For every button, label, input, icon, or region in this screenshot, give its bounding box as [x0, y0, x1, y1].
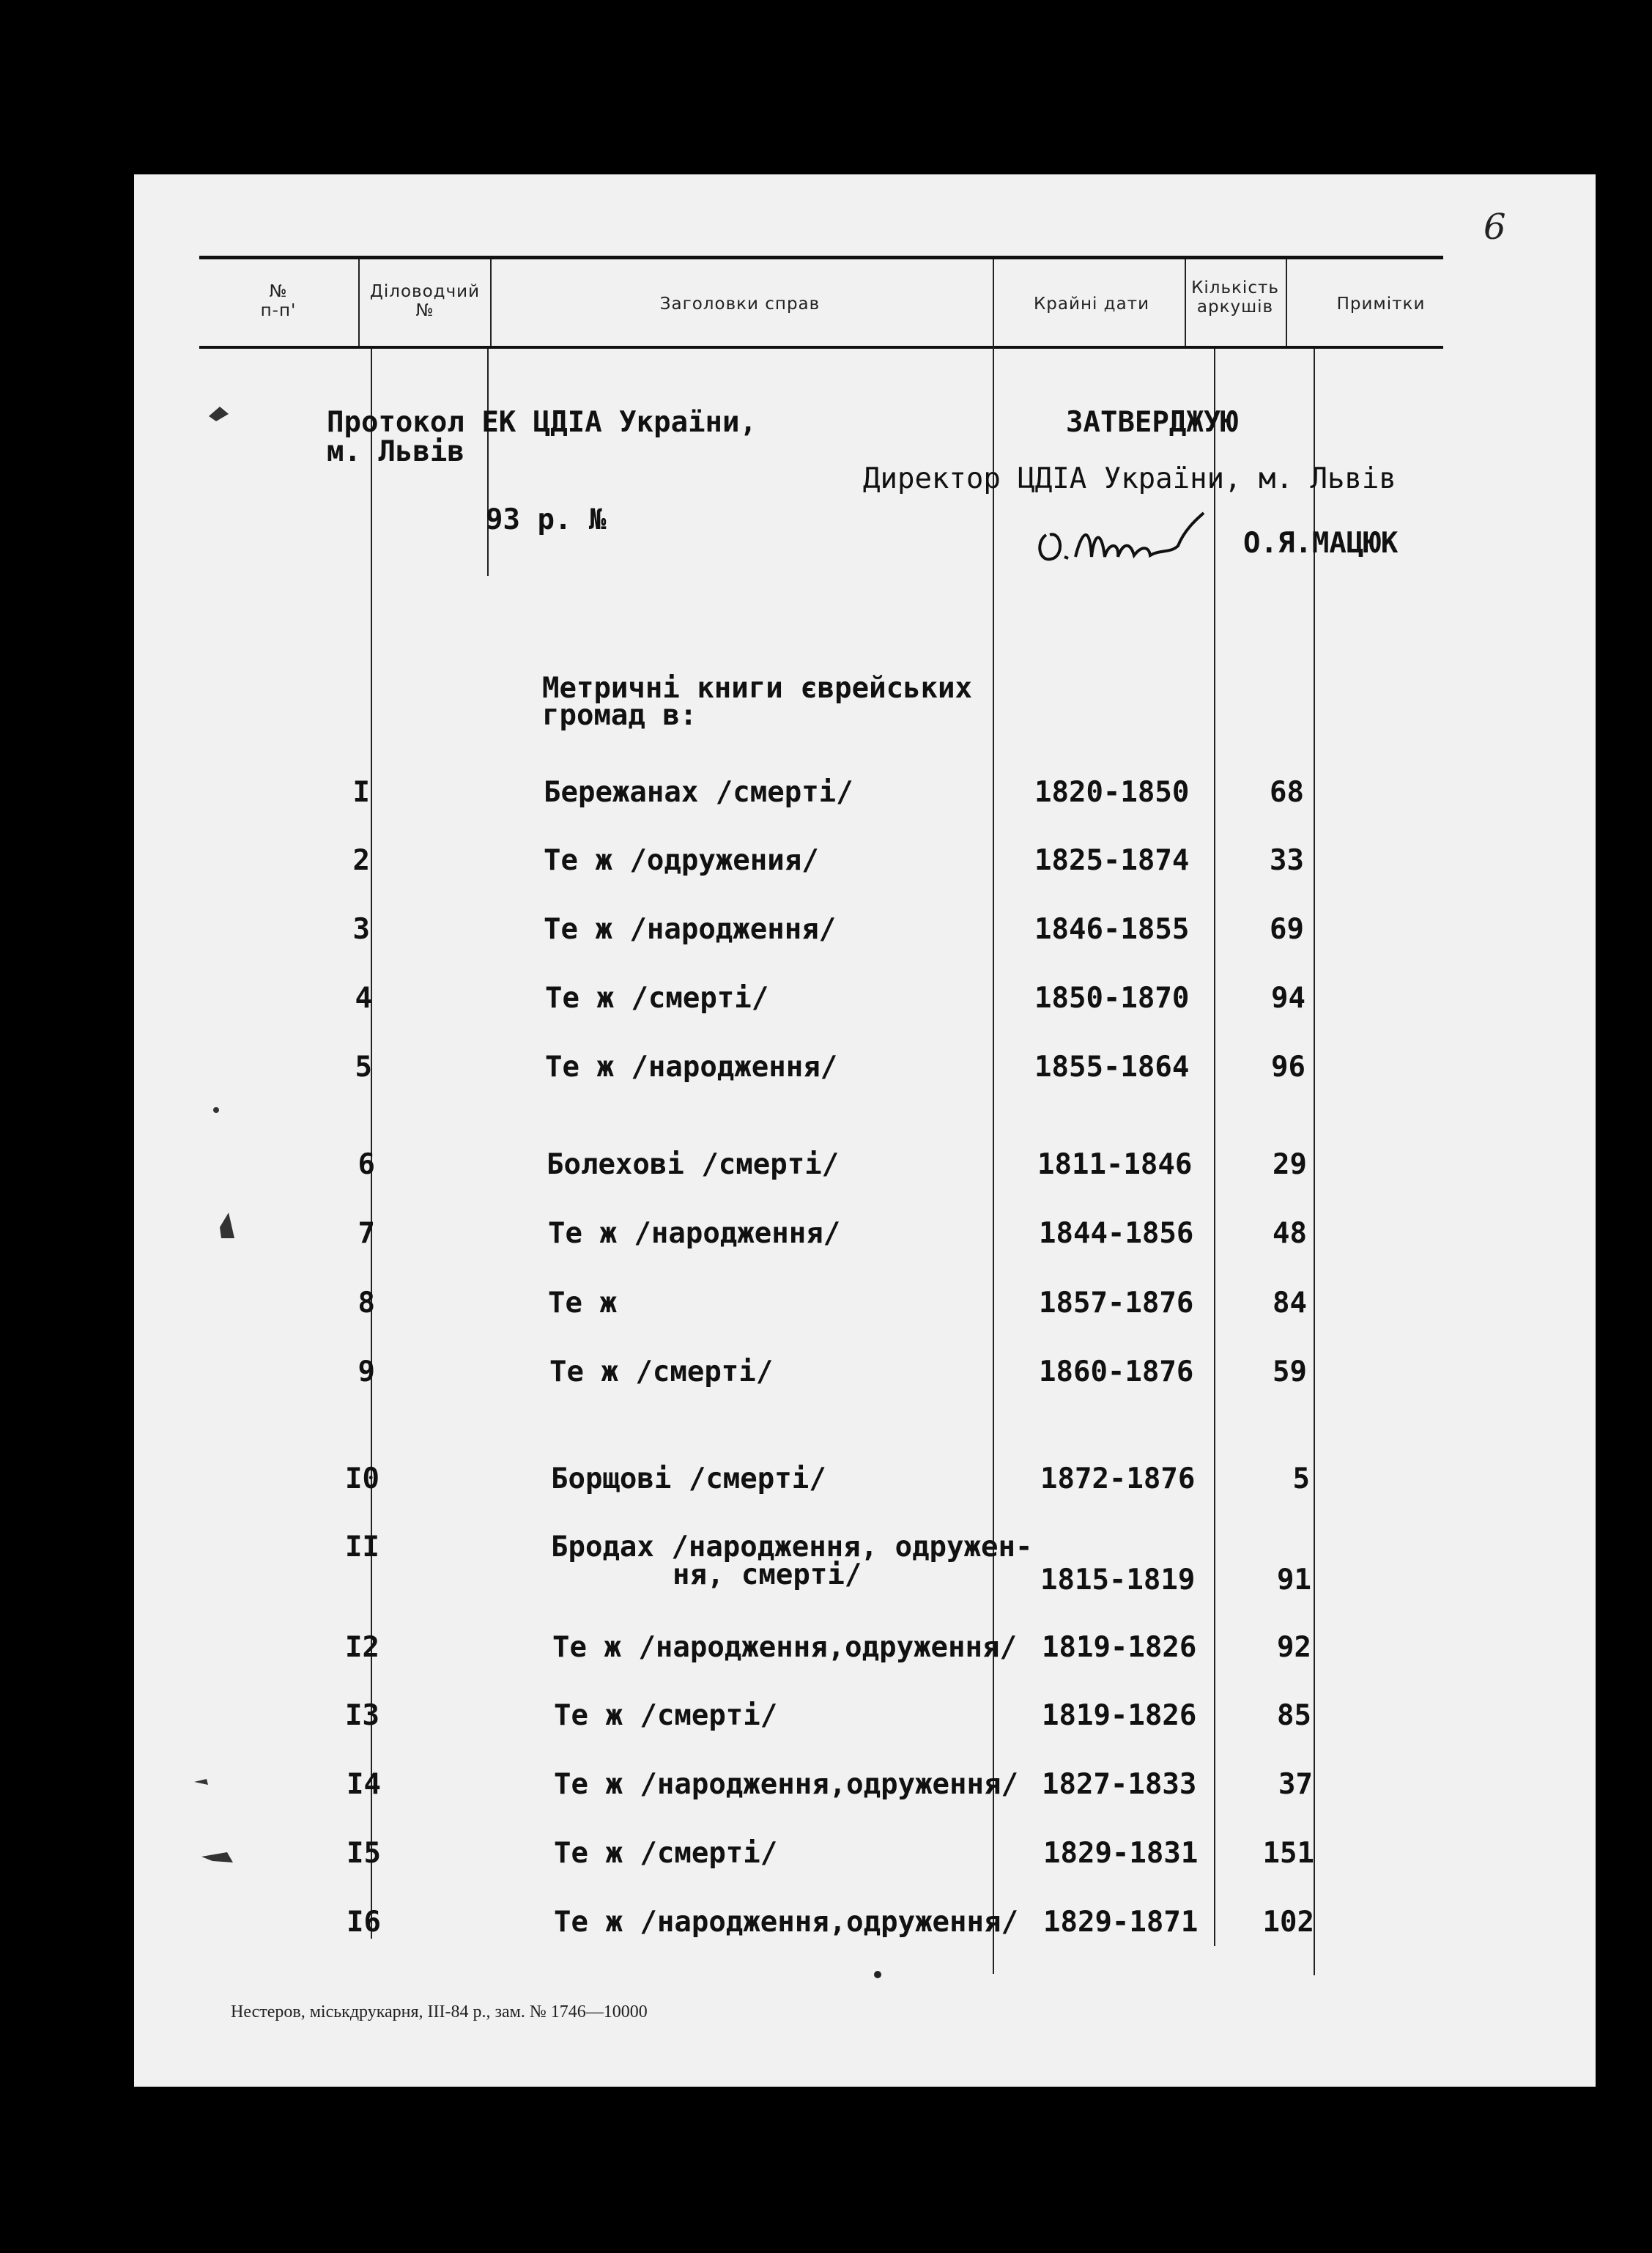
row-dates: 1857-1876	[1039, 1287, 1194, 1320]
row-dates: 1855-1864	[1034, 1051, 1190, 1084]
row-number: I3	[345, 1699, 379, 1732]
protocol-line-2: м. Львів	[327, 435, 464, 468]
row-title: Болехові /смерті/	[547, 1148, 840, 1181]
row-sheets: 37	[1278, 1768, 1313, 1801]
header-col-clerk: Діловодчий №	[369, 282, 481, 320]
row-number: 8	[358, 1287, 375, 1320]
row-dates: 1815-1819	[1040, 1564, 1196, 1597]
row-title: Те ж /народження/	[544, 913, 837, 946]
row-title-continued: ня, смерті/	[673, 1558, 862, 1591]
row-number: 7	[358, 1217, 375, 1250]
row-sheets: 29	[1273, 1148, 1307, 1181]
row-title: Те ж /народження/	[545, 1051, 838, 1084]
row-number: I4	[347, 1768, 381, 1801]
printer-footer: Нестеров, міськдрукарня, III-84 р., зам. № 1746—10000	[231, 2002, 648, 2021]
header-col-sheets: Кількість аркушів	[1191, 278, 1279, 317]
row-dates: 1829-1871	[1043, 1906, 1199, 1939]
row-sheets: 85	[1277, 1699, 1311, 1732]
row-title: Те ж /народження,одруження/	[554, 1768, 1018, 1801]
row-title: Те ж /народження,одруження/	[552, 1631, 1017, 1664]
row-number: 5	[355, 1051, 372, 1084]
row-sheets: 92	[1277, 1631, 1311, 1664]
approval-name: О.Я.МАЦЮК	[1243, 527, 1399, 560]
row-sheets: 48	[1273, 1217, 1307, 1250]
row-title: Те ж /одружения/	[544, 844, 819, 877]
row-dates: 1846-1855	[1034, 913, 1190, 946]
row-dates: 1827-1833	[1042, 1768, 1197, 1801]
row-number: I	[352, 776, 370, 809]
row-number: I2	[345, 1631, 379, 1664]
section-title-line-1: Метричні книги єврейських	[542, 672, 972, 705]
row-number: I0	[345, 1462, 379, 1495]
header-col-no: № п-п'	[260, 282, 297, 320]
row-dates: 1825-1874	[1034, 844, 1190, 877]
row-title: Те ж /смерті/	[554, 1837, 778, 1870]
row-sheets: 5	[1292, 1462, 1310, 1495]
section-title-line-2: громад в:	[542, 699, 697, 732]
protocol-line-1: Протокол ЕК ЦДІА України,	[327, 406, 757, 439]
row-sheets: 96	[1271, 1051, 1305, 1084]
row-title: Те ж /народження/	[548, 1217, 841, 1250]
approval-position: Директор ЦДІА України, м. Львів	[863, 462, 1396, 495]
row-dates: 1860-1876	[1039, 1355, 1194, 1388]
row-title: Бродах /народження, одружен-	[551, 1531, 1033, 1564]
row-sheets: 84	[1273, 1287, 1307, 1320]
row-title: Те ж	[548, 1287, 617, 1320]
row-sheets: 94	[1271, 982, 1305, 1015]
row-dates: 1844-1856	[1039, 1217, 1194, 1250]
row-sheets: 102	[1262, 1906, 1314, 1939]
row-sheets: 69	[1270, 913, 1304, 946]
row-title: Те ж /смерті/	[545, 982, 769, 1015]
row-dates: 1819-1826	[1042, 1631, 1197, 1664]
row-number: 6	[358, 1148, 375, 1181]
row-number: 4	[355, 982, 372, 1015]
row-dates: 1829-1831	[1043, 1837, 1199, 1870]
row-sheets: 59	[1273, 1355, 1307, 1388]
row-dates: 1811-1846	[1037, 1148, 1193, 1181]
row-sheets: 151	[1262, 1837, 1314, 1870]
row-dates: 1819-1826	[1042, 1699, 1197, 1732]
row-title: Борщові /смерті/	[551, 1462, 826, 1495]
row-title: Те ж /народження,одруження/	[554, 1906, 1018, 1939]
row-number: I6	[347, 1906, 381, 1939]
row-dates: 1872-1876	[1040, 1462, 1196, 1495]
row-number: 2	[352, 844, 370, 877]
page-number: 6	[1484, 207, 1506, 248]
header-col-notes: Примітки	[1336, 295, 1426, 314]
row-number: 3	[352, 913, 370, 946]
row-sheets: 68	[1270, 776, 1304, 809]
approval-title: ЗАТВЕРДЖУЮ	[1066, 406, 1238, 439]
row-number: 9	[358, 1355, 375, 1388]
header-col-dates: Крайні дати	[1033, 295, 1150, 314]
row-sheets: 91	[1277, 1564, 1311, 1597]
row-dates: 1820-1850	[1034, 776, 1190, 809]
header-col-title: Заголовки справ	[659, 295, 821, 314]
protocol-line-3: 93 р. №	[486, 503, 607, 536]
row-number: I5	[347, 1837, 381, 1870]
row-sheets: 33	[1270, 844, 1304, 877]
row-dates: 1850-1870	[1034, 982, 1190, 1015]
row-title: Те ж /смерті/	[554, 1699, 778, 1732]
row-title: Те ж /смерті/	[549, 1355, 774, 1388]
row-number: II	[345, 1531, 379, 1564]
row-title: Бережанах /смерті/	[544, 776, 853, 809]
